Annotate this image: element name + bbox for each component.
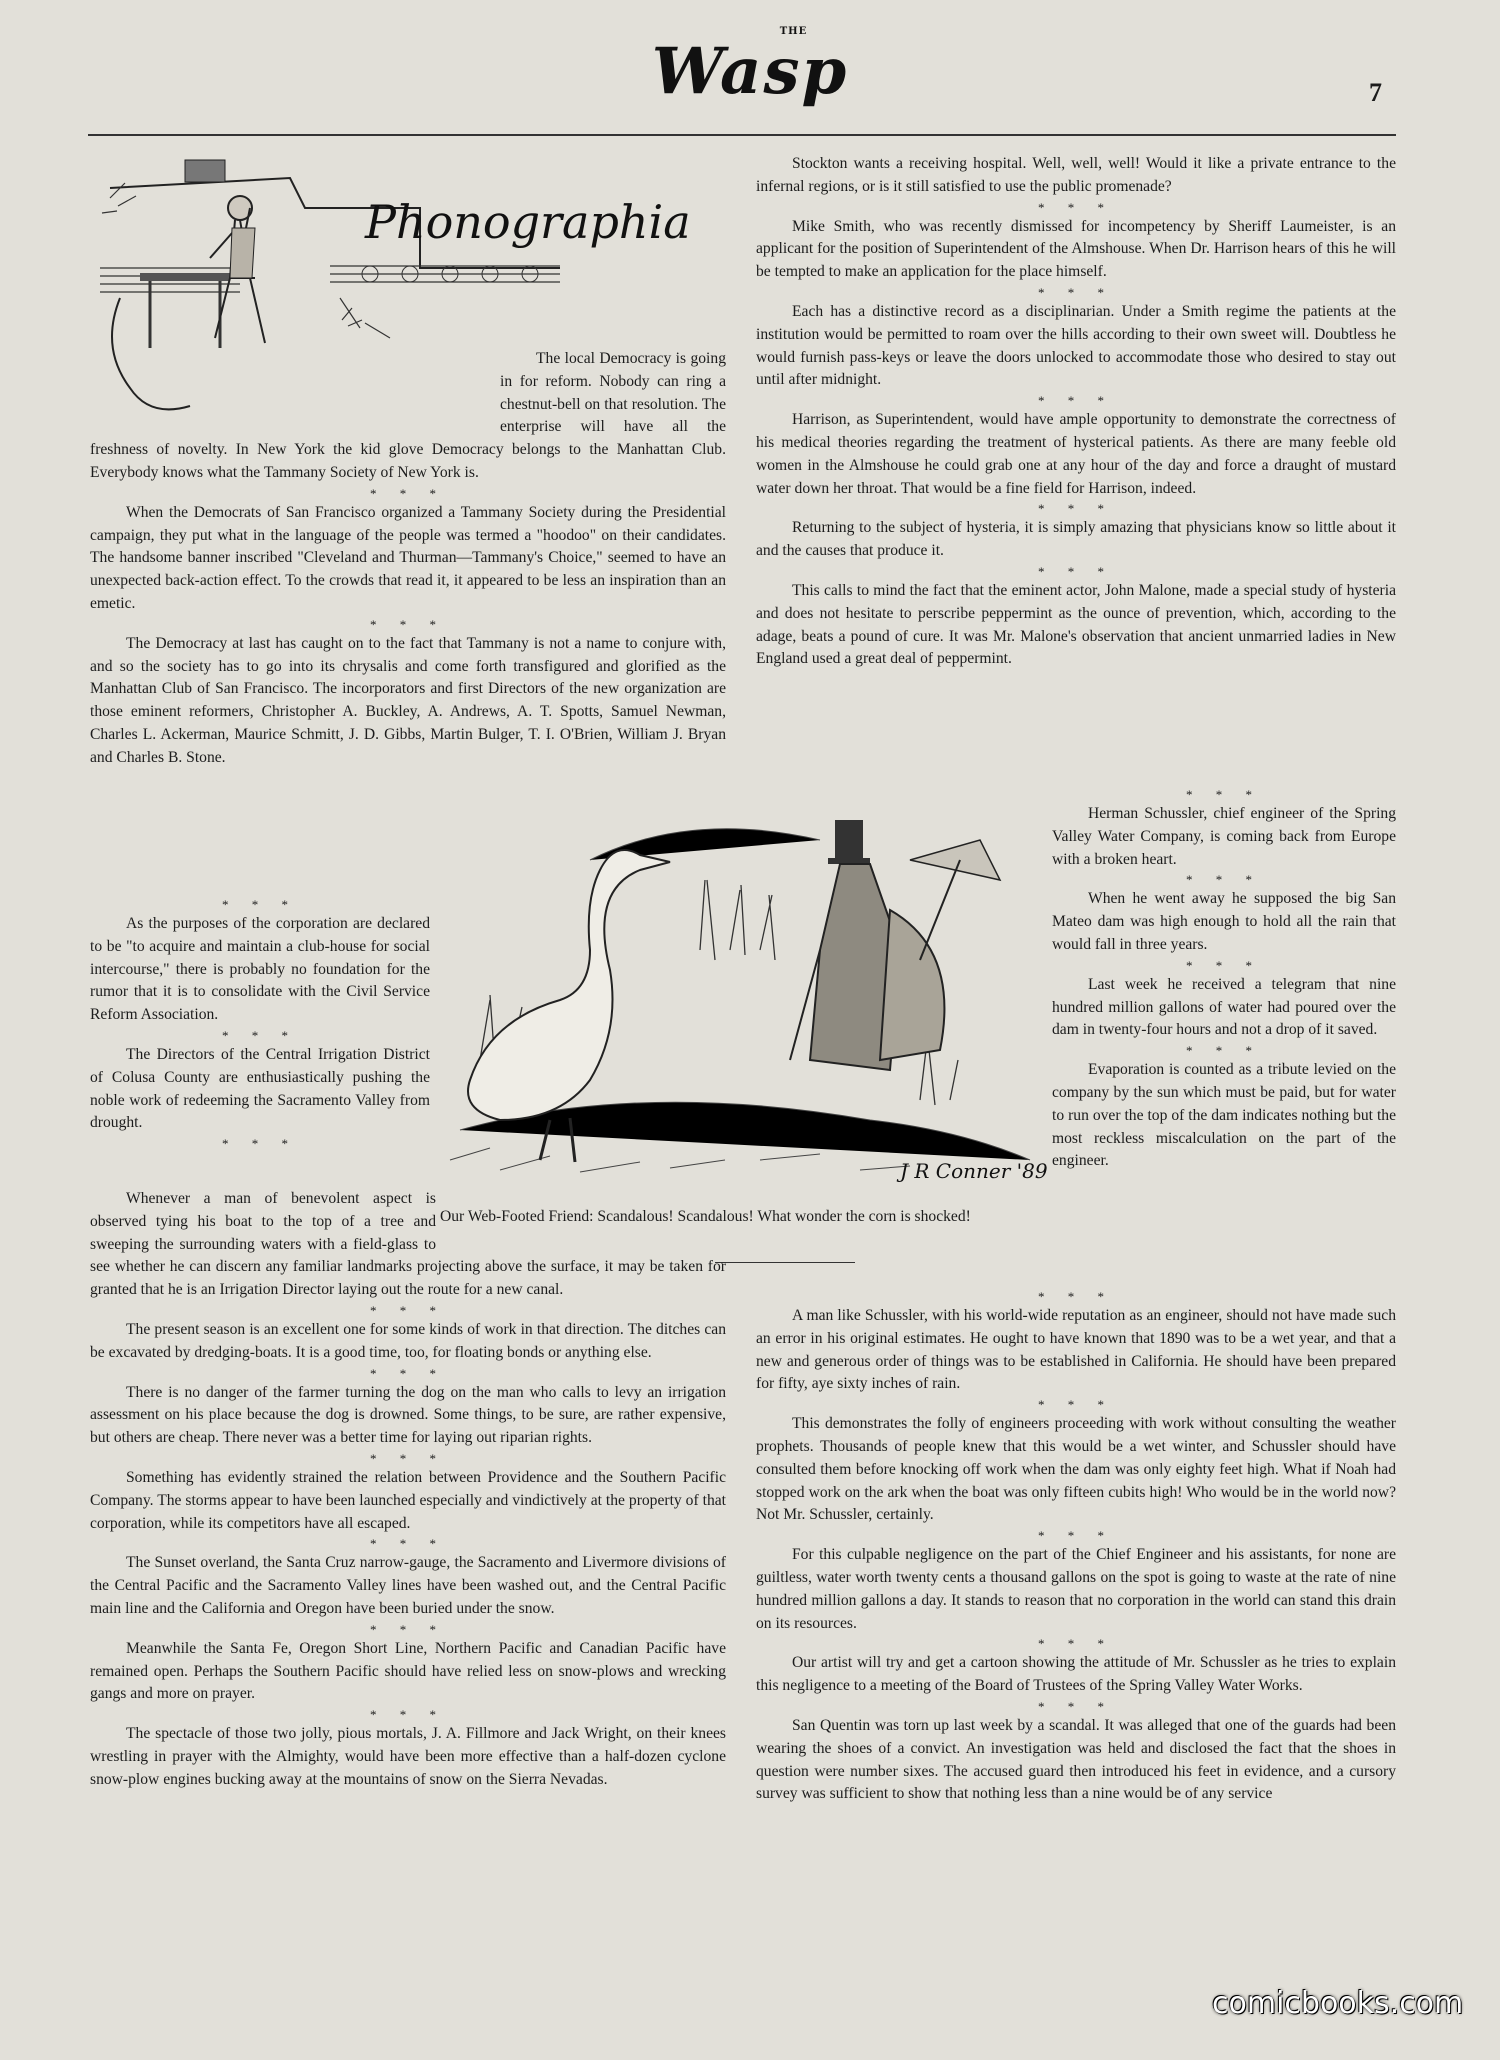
- stars-divider: * * *: [1038, 1698, 1114, 1714]
- stars-divider: * * *: [1186, 872, 1262, 888]
- header-art-float: [90, 348, 500, 432]
- stars-divider: * * *: [370, 485, 446, 501]
- logo-text: Wasp: [651, 34, 849, 109]
- stars-divider: * * *: [1038, 1636, 1114, 1652]
- right-paragraph: This demonstrates the folly of engineers proceeding with work without consulting the weather prophets. Thousands of people knew that this would be a wet winter, and Schussler should have consulted them before knocking off work when the dam was only eighty feet high. What if Noah had stopped work on the ark when the boat was only fifteen cubits high! Who would be in the world now? Not Mr. Schussler, certainly.: [756, 1415, 1396, 1524]
- right-narrow-column: [1052, 786, 1396, 1173]
- stars-divider: * * *: [1038, 1289, 1114, 1304]
- stars-divider: * * *: [222, 1136, 298, 1152]
- right-paragraph: This calls to mind the fact that the eminent actor, John Malone, made a special study of hysteria and does not hesitate to perscribe peppermint as the ounce of prevention, which, according to the adage, beats a pound of cure. It was Mr. Malone's observation that ancient unmarried ladies in New England used a great deal of peppermint.: [756, 581, 1396, 668]
- stars-divider: * * *: [1038, 1528, 1114, 1544]
- stars-divider: * * *: [1186, 787, 1262, 802]
- left-paragraph: The present season is an excellent one for some kinds of work in that direction. The ditches can be excavated by dredging-boats. It is a good time, too, for floating bonds or anything else.: [90, 1320, 726, 1361]
- right-paragraph: A man like Schussler, with his world-wide reputation as an engineer, should not have made such an error in his original estimates. He ought to have known that 1890 was to be a wet year, and that a new and generous order of things was to be established in California. He should have been prepared for fifty, aye sixty inches of rain.: [756, 1307, 1396, 1393]
- stars-divider: * * *: [1038, 393, 1114, 409]
- left-narrow-column: [90, 896, 430, 1152]
- right-paragraph: Each has a distinctive record as a disciplinarian. Under a Smith regime the patients at the institution would be permitted to roam over the hills according to their own sweet will. Doubtless he would furnish pass-keys or leave the doors unlocked to accommodate those who desired to stay out until after midnight.: [756, 302, 1396, 389]
- right-paragraph: Harrison, as Superintendent, would have ample opportunity to demonstrate the correctness of his medical theories regarding the treatment of hysterical patients. As there are many feeble old women in the Almshouse he could grab one at any hour of the day and force a draught of mustard water down her throat. That would be a fine field for Harrison, indeed.: [756, 411, 1396, 497]
- right-paragraph: San Quentin was torn up last week by a scandal. It was alleged that one of the guards had been wearing the shoes of a convict. An investigation was held and disclosed the fact that the shoes in question were number sixes. The accused guard then introduced his feet in evidence, and a cursory survey was sufficient to show that nothing less than a nine would be of any service: [756, 1716, 1396, 1803]
- left-paragraph: The local Democracy is going in for reform. Nobody can ring a chestnut-bell on that resolution. The enterprise will have all the freshness of novelty. In New York the kid glove Democracy belongs to the Manhattan Club. Everybody knows what the Tammany Society of New York is.: [90, 350, 726, 481]
- watermark: comicbooks.com: [1212, 1986, 1464, 2021]
- stars-divider: * * *: [370, 1707, 446, 1723]
- left-paragraph: The Directors of the Central Irrigation District of Colusa County are enthusiastically pushing the noble work of redeeming the Sacramento Valley from drought.: [90, 1045, 430, 1132]
- left-paragraph: The spectacle of those two jolly, pious mortals, J. A. Fillmore and Jack Wright, on their knees wrestling in prayer with the Almighty, would have been more effective than a half-dozen cyclone snow-plow engines bucking away at the mountains of snow on the Sierra Nevadas.: [90, 1725, 726, 1788]
- wasp-logo: [651, 26, 849, 109]
- left-column-lower: [90, 1188, 726, 1792]
- masthead: [0, 26, 1500, 109]
- stars-divider: * * *: [222, 1027, 298, 1043]
- web-footed-friend-illustration: [440, 800, 1050, 1200]
- right-paragraph: When he went away he supposed the big San Mateo dam was high enough to hold all the rain that would fall in three years.: [1052, 890, 1396, 953]
- left-paragraph: When the Democrats of San Francisco organized a Tammany Society during the Presidential campaign, they put what in the language of the people was termed a "hoodoo" on their candidates. The handsome banner inscribed "Cleveland and Thurman—Tammany's Choice," seemed to have an unexpected back-action effect. To the crowds that read it, it appeared to be less an inspiration than an emetic.: [90, 503, 726, 612]
- stars-divider: * * *: [370, 616, 446, 632]
- left-paragraph: Something has evidently strained the relation between Providence and the Southern Pacific Company. The storms appear to have been launched especially and vindictively at the property of that corporation, while its competitors have all escaped.: [90, 1468, 726, 1532]
- stars-divider: * * *: [222, 897, 298, 912]
- left-paragraph: The Democracy at last has caught on to the fact that Tammany is not a name to conjure with, and so the society has to go into its chrysalis and come forth transfigured and glorified as the Manhattan Club of San Francisco. The incorporators and first Directors of the new organization are those eminent reformers, Christopher A. Buckley, A. Andrews, A. T. Spotts, Samuel Newman, Charles L. Ackerman, Maurice Schmitt, J. D. Gibbs, Martin Bulger, T. I. O'Brien, William J. Bryan and Charles B. Stone.: [90, 634, 726, 766]
- stars-divider: * * *: [1038, 563, 1114, 579]
- right-paragraph: Our artist will try and get a cartoon showing the attitude of Mr. Schussler as he tries to explain this negligence to a meeting of the Board of Trustees of the Spring Valley Water Works.: [756, 1654, 1396, 1695]
- right-paragraph: Herman Schussler, chief engineer of the Spring Valley Water Company, is coming back from Europe with a broken heart.: [1052, 805, 1396, 868]
- stars-divider: * * *: [1038, 199, 1114, 215]
- right-paragraph: Evaporation is counted as a tribute levied on the company by the sun which must be paid, but for water to run over the top of the dam indicates nothing but the most reckless miscalculation on the part of the engineer.: [1052, 1061, 1396, 1170]
- right-paragraph: For this culpable negligence on the part of the Chief Engineer and his assistants, for none are guiltless, water worth twenty cents a thousand gallons on the spot is going to waste at the rate of nine hundred million gallons a day. It stands to reason that no corporation in the world can stand this drain on its resources.: [756, 1546, 1396, 1632]
- right-column-lower: [756, 1288, 1396, 1806]
- caption-rule: [715, 1262, 855, 1263]
- artist-signature: J R Conner '89: [900, 1159, 1048, 1183]
- left-paragraph: Whenever a man of benevolent aspect is observed tying his boat to the top of a tree and sweeping the surrounding waters with a field-glass to see whether he can discern any familiar landmarks projecting above the surface, it may be taken for granted that he is an Irrigation Director laying out the route for a new canal.: [90, 1190, 726, 1299]
- section-title: Phonographia: [365, 195, 691, 249]
- right-paragraph: Mike Smith, who was recently dismissed for incompetency by Sheriff Laumeister, is an applicant for the position of Superintendent of the Almshouse. When Dr. Harrison hears of this he will be tempted to make an application for the place himself.: [756, 217, 1396, 281]
- stars-divider: * * *: [1038, 1397, 1114, 1413]
- stars-divider: * * *: [370, 1365, 446, 1381]
- stars-divider: * * *: [370, 1536, 446, 1552]
- stars-divider: * * *: [370, 1621, 446, 1637]
- stars-divider: * * *: [370, 1302, 446, 1318]
- stars-divider: * * *: [1186, 1043, 1262, 1059]
- page-number: 7: [1369, 78, 1382, 107]
- header-rule: [88, 134, 1396, 136]
- stars-divider: * * *: [1038, 501, 1114, 517]
- right-paragraph: Stockton wants a receiving hospital. Well, well, well! Would it like a private entrance to the infernal regions, or is it still satisfied to use the public promenade?: [756, 155, 1396, 195]
- left-column: [90, 348, 726, 770]
- left-paragraph: There is no danger of the farmer turning the dog on the man who calls to levy an irrigation assessment on his place because the dog is drowned. Some things, to be sure, are rather expensive, but others are cheap. There never was a better time for laying out riparian rights.: [90, 1383, 726, 1447]
- right-paragraph: Returning to the subject of hysteria, it is simply amazing that physicians know so little about it and the causes that produce it.: [756, 519, 1396, 560]
- left-paragraph: The Sunset overland, the Santa Cruz narrow-gauge, the Sacramento and Livermore divisions of the Central Pacific and the Sacramento Valley lines have been washed out, and the Central Pacific main line and the California and Oregon have been buried under the snow.: [90, 1554, 726, 1617]
- left-paragraph: As the purposes of the corporation are declared to be "to acquire and maintain a club-house for social intercourse," there is probably no foundation for the rumor that it is to consolidate with the Civil Service Reform Association.: [90, 915, 430, 1024]
- left-paragraph: Meanwhile the Santa Fe, Oregon Short Line, Northern Pacific and Canadian Pacific have remained open. Perhaps the Southern Pacific should have relied less on snow-plows and wrecking gangs and more on prayer.: [90, 1639, 726, 1703]
- right-column-top: [756, 153, 1396, 671]
- illustration-caption: Our Web-Footed Friend: Scandalous! Scandalous! What wonder the corn is shocked!: [440, 1208, 971, 1225]
- stars-divider: * * *: [370, 1450, 446, 1466]
- right-paragraph: Last week he received a telegram that nine hundred million gallons of water had poured over the dam in twenty-four hours and not a drop of it saved.: [1052, 975, 1396, 1039]
- logo-small-text: THE: [779, 26, 808, 37]
- stars-divider: * * *: [1038, 284, 1114, 300]
- stars-divider: * * *: [1186, 957, 1262, 973]
